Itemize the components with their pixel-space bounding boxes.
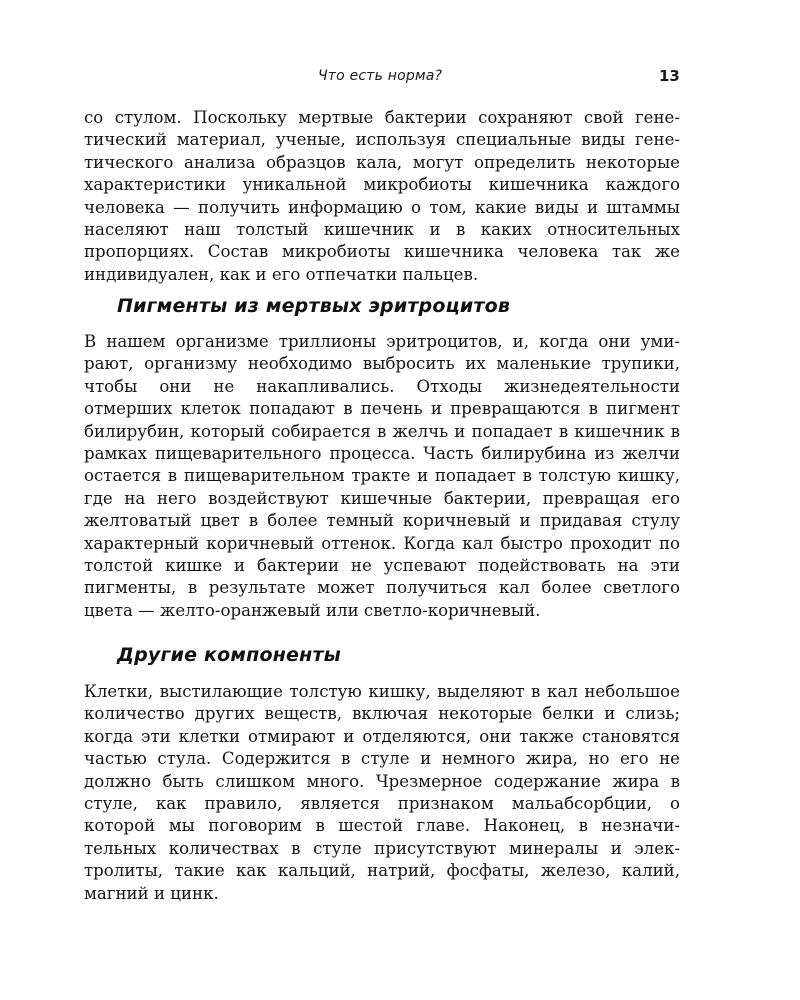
page-number: 13: [659, 67, 680, 85]
paragraph-intro: со стулом. Поскольку мертвые бактерии сохраняют свой генетический материал, ученые, используя специальные виды генетического анализа образцов кала, могут определить некоторые характеристики уникальной микробиоты кишечника каждого человека — получить информацию о том, какие виды и штаммы населяют наш толстый кишечник и в каких относительных пропорциях. Состав микробиоты кишечника человека так же индивидуален, как и его отпечатки пальцев.: [84, 108, 680, 284]
paragraph-other-components: Клетки, выстилающие толстую кишку, выделяют в кал небольшое количество других веществ, включая некоторые белки и слизь; когда эти клетки отмирают и отделяются, они также становятся частью стула. Содержится в стуле и немного жира, но его не должно быть слишком много. Чрезмерное содержание жира в стуле, как правило, является признаком мальабсорбции, о которой мы поговорим в шестой главе. Наконец, в незначительных количествах в стуле присутствуют минералы и электролиты, такие как кальций, натрий, фосфаты, железо, калий, магний и цинк.: [84, 682, 680, 903]
running-header: [0, 62, 800, 92]
running-title: Что есть норма?: [318, 68, 443, 84]
section-heading-other-components: Другие компоненты: [117, 644, 342, 666]
paragraph-pigments: В нашем организме триллионы эритроцитов, и, когда они умирают, организму необходимо выбросить их маленькие трупики, чтобы они не накапливались. Отходы жизнедеятельности отмерших клеток попадают в печень и превращаются в пигмент билирубин, который собирается в желчь и попадает в кишечник в рамках пищеварительного процесса. Часть билирубина из желчи остается в пищеварительном тракте и попадает в толстую кишку, где на него воздействуют кишечные бактерии, превращая его желтоватый цвет в более темный коричневый и придавая стулу характерный коричневый оттенок. Когда кал быстро проходит по толстой кишке и бактерии не успевают подействовать на эти пигменты, в результате может получиться кал более светлого цвета — желто-оранжевый или светло-коричневый.: [84, 332, 680, 620]
section-heading-pigments: Пигменты из мертвых эритроцитов: [117, 295, 511, 317]
